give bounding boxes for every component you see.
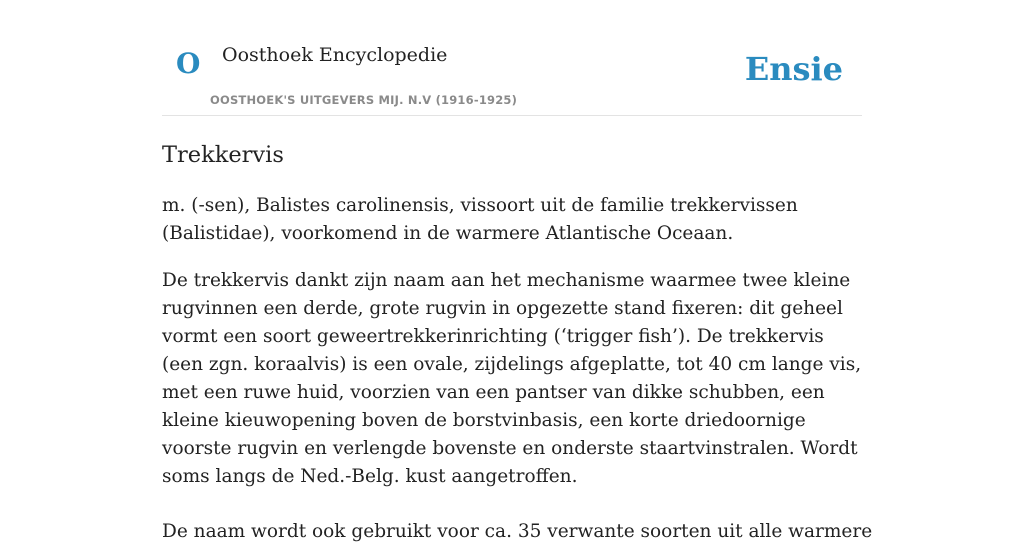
site-header: [162, 0, 862, 116]
site-title[interactable]: Oosthoek Encyclopedie: [222, 44, 448, 66]
site-subtitle: OOSTHOEK'S UITGEVERS MIJ. N.V (1916-1925): [210, 93, 518, 107]
article-paragraph: De naam wordt ook gebruikt voor ca. 35 verwante soorten uit alle warmere: [162, 521, 873, 542]
article-title: Trekkervis: [162, 142, 284, 168]
article-paragraph: De trekkervis dankt zijn naam aan het mechanisme waarmee twee kleine rugvinnen een derde, grote rugvin in opgezette stand fixeren: dit geheel vormt een soort geweertrekkerinrichting (‘trigger fish’). De trekkervis (een zgn. koraalvis) is een ovale, zijdelings afgeplatte, tot 40 cm lange vis, met een ruwe huid, voorzien van een pantser van dikke schubben, een kleine kieuwopening boven de borstvinbasis, een korte driedoornige voorste rugvin en verlengde bovenste en onderste staartvinstralen. Wordt soms langs de Ned.-Belg. kust aangetroffen.: [162, 270, 862, 487]
brand-logo-link[interactable]: Ensie: [744, 50, 843, 88]
page: [162, 0, 873, 542]
article-paragraph: m. (-sen), Balistes carolinensis, vissoort uit de familie trekkervissen (Balistidae), voorkomend in de warmere Atlantische Oceaan.: [162, 195, 798, 244]
logo-icon[interactable]: O: [176, 47, 201, 80]
article: [162, 142, 873, 546]
